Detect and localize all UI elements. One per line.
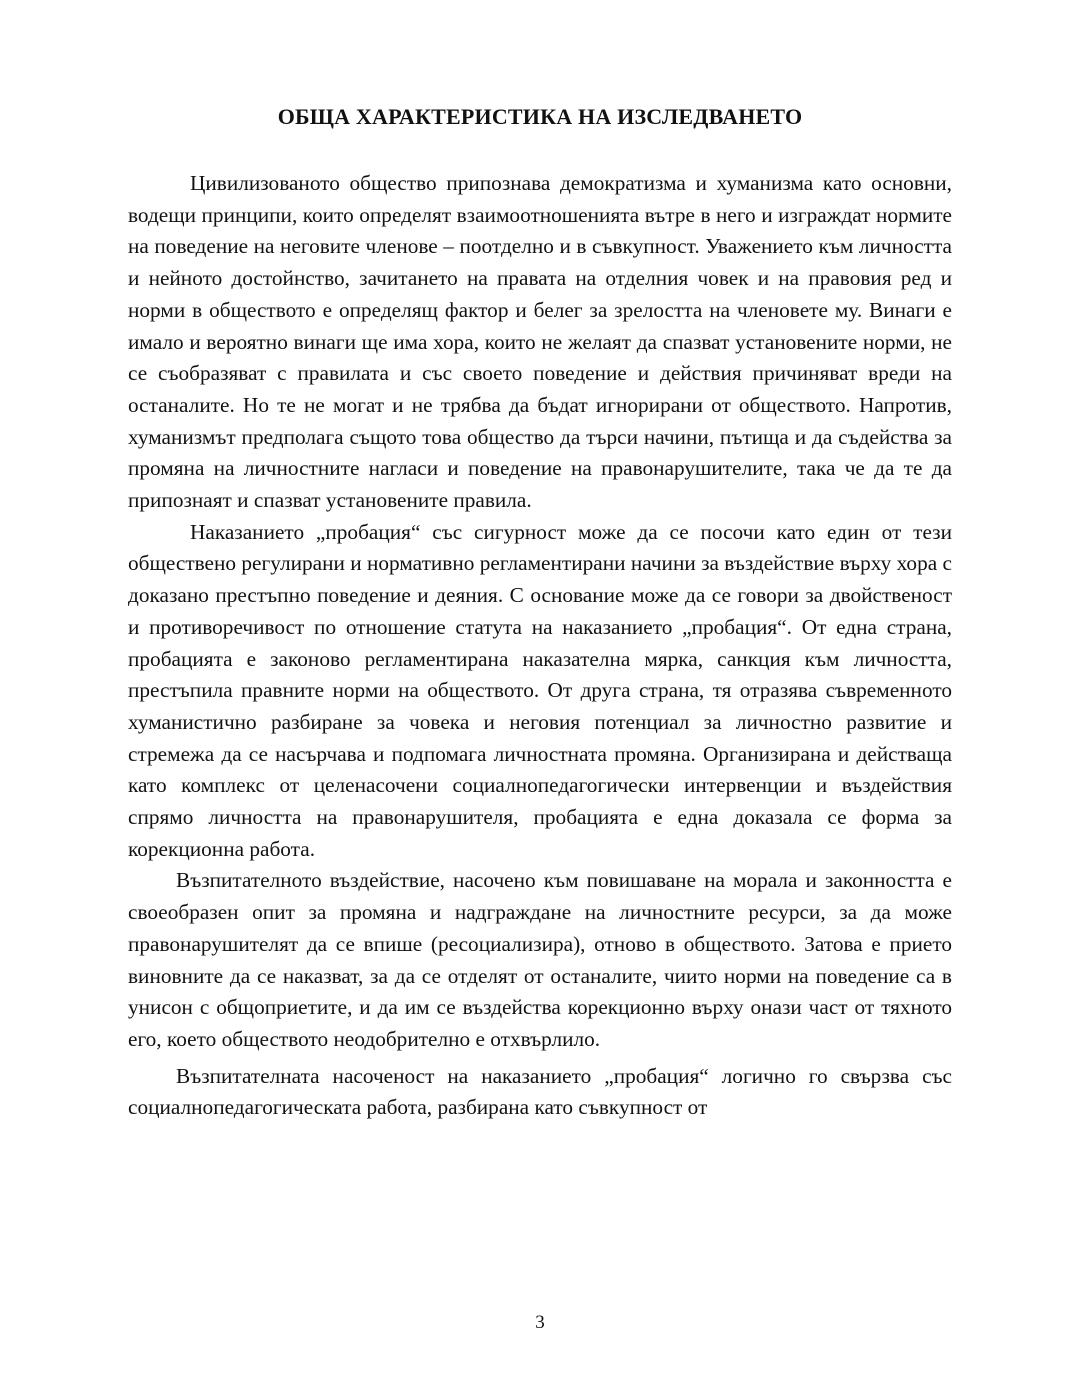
paragraph-3: Възпитателното въздействие, насочено към повишаване на морала и законността е своеобразен опит за промяна и надграждане на личностните ресурси, за да може правонарушителят да се впише (ресоциализира), отново в обществото. Затова е прието виновните да се наказват, за да се отделят от останалите, чиито норми на поведение са в унисон с общоприетите, и да им се въздейства корекционно върху онази част от тяхното его, което обществото неодобрително е отхвърлило. xyxy=(128,868,952,1051)
paragraph-1: Цивилизованото общество припознава демократизма и хуманизма като основни, водещи принципи, които определят взаимоотношенията вътре в него и изграждат нормите на поведение на неговите членове – поотделно и в съвкупност. Уважението към личността и нейното достойнство, зачитането на правата на отделния човек и на правовия ред и норми в обществото е определящ фактор и белег за зрелостта на членовете му. Винаги е имало и вероятно винаги ще има хора, които не желаят да спазват установените норми, не се съобразяват с правилата и със своето поведение и действия причиняват вреди на останалите. Но те не могат и не трябва да бъдат игнорирани от обществото. Напротив, хуманизмът предполага същото това общество да търси начини, пътища и да съдейства за промяна на личностните нагласи и поведение на правонарушителите, така че да те да припознаят и спазват установените правила. xyxy=(128,171,952,513)
page-title: ОБЩА ХАРАКТЕРИСТИКА НА ИЗСЛЕДВАНЕТО xyxy=(277,104,803,129)
body-text xyxy=(128,168,952,1124)
page-number: 3 xyxy=(535,1312,545,1333)
paragraph-2: Наказанието „пробация“ със сигурност може да се посочи като един от тези обществено регулирани и нормативно регламентирани начини за въздействие върху хора с доказано престъпно поведение и деяния. С основание може да се говори за двойственост и противоречивост по отношение статута на наказанието „пробация“. От една страна, пробацията е законово регламентирана наказателна мярка, санкция към личността, престъпила правните норми на обществото. От друга страна, тя отразява съвременното хуманистично разбиране за човека и неговия потенциал за личностно развитие и стремежа да се насърчава и подпомага личностната промяна. Организирана и действаща като комплекс от целенасочени социалнопедагогически интервенции и въздействия спрямо личността на правонарушителя, пробацията е една доказала се форма за корекционна работа. xyxy=(128,519,952,861)
paragraph-4: Възпитателната насоченост на наказанието „пробация“ логично го свързва със социалнопедагогическата работа, разбирана като съвкупност от xyxy=(128,1063,952,1120)
